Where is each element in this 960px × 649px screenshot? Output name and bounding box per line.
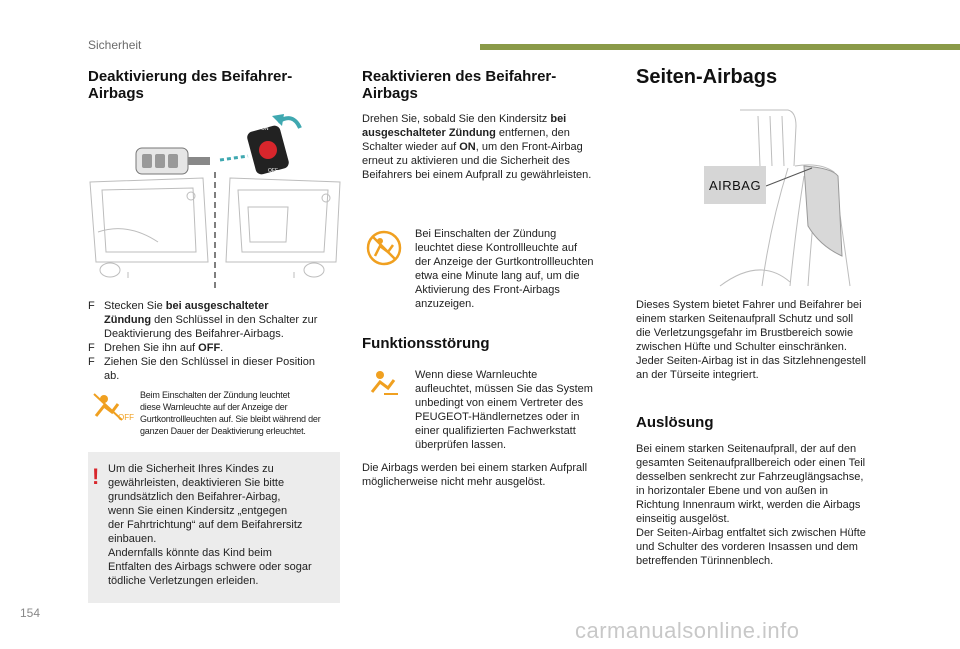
airbag-on-indicator-icon	[366, 230, 402, 266]
warning-exclamation-icon: !	[92, 464, 100, 489]
fault-title: Funktionsstörung	[362, 335, 490, 352]
airbag-switch	[246, 124, 290, 175]
side-airbags-title: Seiten-Airbags	[636, 66, 778, 88]
bullet-2: F Drehen Sie ihn auf OFF.	[88, 342, 224, 354]
glovebox-illustration	[88, 112, 343, 294]
col2-title: Reaktivieren des Beifahrer- Airbags	[362, 68, 557, 102]
fault-text: Wenn diese Warnleuchte aufleuchtet, müssen Sie das System unbedingt von einem Vertreter des PEUGEOT-Händlernetzes oder in einer qualifizierten Fachwerkstatt überprüfen lassen.	[415, 369, 593, 451]
bullet-3: F Ziehen Sie den Schlüssel in dieser Position ab.	[88, 356, 315, 382]
trigger-title: Auslösung	[636, 414, 714, 431]
key-icon	[136, 148, 210, 174]
svg-text:OFF: OFF	[268, 168, 278, 174]
airbag-off-warning-icon	[92, 392, 134, 422]
warning-box	[88, 452, 340, 603]
svg-text:ON: ON	[261, 126, 269, 132]
col1-title: Deaktivierung des Beifahrer- Airbags	[88, 68, 293, 102]
col2-note: Bei Einschalten der Zündung leuchtet diese Kontrollleuchte auf der Anzeige der Gurtkontrollleuchten etwa eine Minute lang auf, um die Aktivierung des Front-Airbags anzuzeigen.	[415, 228, 594, 310]
col3-paragraph-2: Bei einem starken Seitenaufprall, der auf den gesamten Seitenaufprallbereich oder einen Teil desselben senkrecht zur Fahrzeuglängsachse, in horizontaler Ebene und von außen in Richtung Innenraum wirkt, werden die Airbags einseitig ausgelöst. Der Seiten-Airbag entfaltet sich zwischen Hüfte und Schulter des vorderen Insassen und dem betreffenden Türinnenblech.	[636, 443, 866, 567]
col1-bullets	[88, 299, 343, 383]
airbag-fault-icon	[368, 368, 400, 398]
svg-text:OFF: OFF	[118, 413, 134, 422]
page-number: 154	[20, 606, 41, 620]
col2-end-text: Die Airbags werden bei einem starken Aufprall möglicherweise nicht mehr ausgelöst.	[362, 462, 588, 488]
section-title: Sicherheit	[88, 38, 142, 52]
bullet-1: F Stecken Sie bei ausgeschalteter Zündung den Schlüssel in den Schalter zur Deaktivierung des Beifahrer-Airbags.	[88, 300, 318, 340]
col3-paragraph-1: Dieses System bietet Fahrer und Beifahrer bei einem starken Seitenaufprall Schutz und soll die Verletzungsgefahr im Brustbereich sowie zwischen Hüfte und Schulter einschränken. Jeder Seiten-Airbag ist in das Sitzlehnengestell an der Türseite integriert.	[636, 299, 866, 381]
warning-text: Um die Sicherheit Ihres Kindes zu gewährleisten, deaktivieren Sie bitte grundsätzlich den Beifahrer-Airbag, wenn Sie einen Kindersitz „entgegen der Fahrtrichtung“ auf dem Beifahrersitz einbauen. Andernfalls könnte das Kind beim Entfalten des Airbags schwere oder sogar tödliche Verletzungen erleiden.	[108, 463, 312, 587]
col1-note: Beim Einschalten der Zündung leuchtet diese Warnleuchte auf der Anzeige der Gurtkontrollleuchten auf. Sie bleibt während der ganzen Dauer der Deaktivierung erleuchtet.	[140, 390, 321, 436]
col2-paragraph: Drehen Sie, sobald Sie den Kindersitz bei ausgeschalteter Zündung entfernen, den Schalter wieder auf ON, um den Front-Airbag erneut zu aktivieren und die Sicherheit des Beifahrers bei einem Aufprall zu gewährleisten.	[362, 113, 592, 181]
airbag-label: AIRBAG	[704, 166, 766, 204]
accent-bar	[480, 44, 960, 50]
watermark: carmanualsonline.info	[575, 618, 800, 643]
